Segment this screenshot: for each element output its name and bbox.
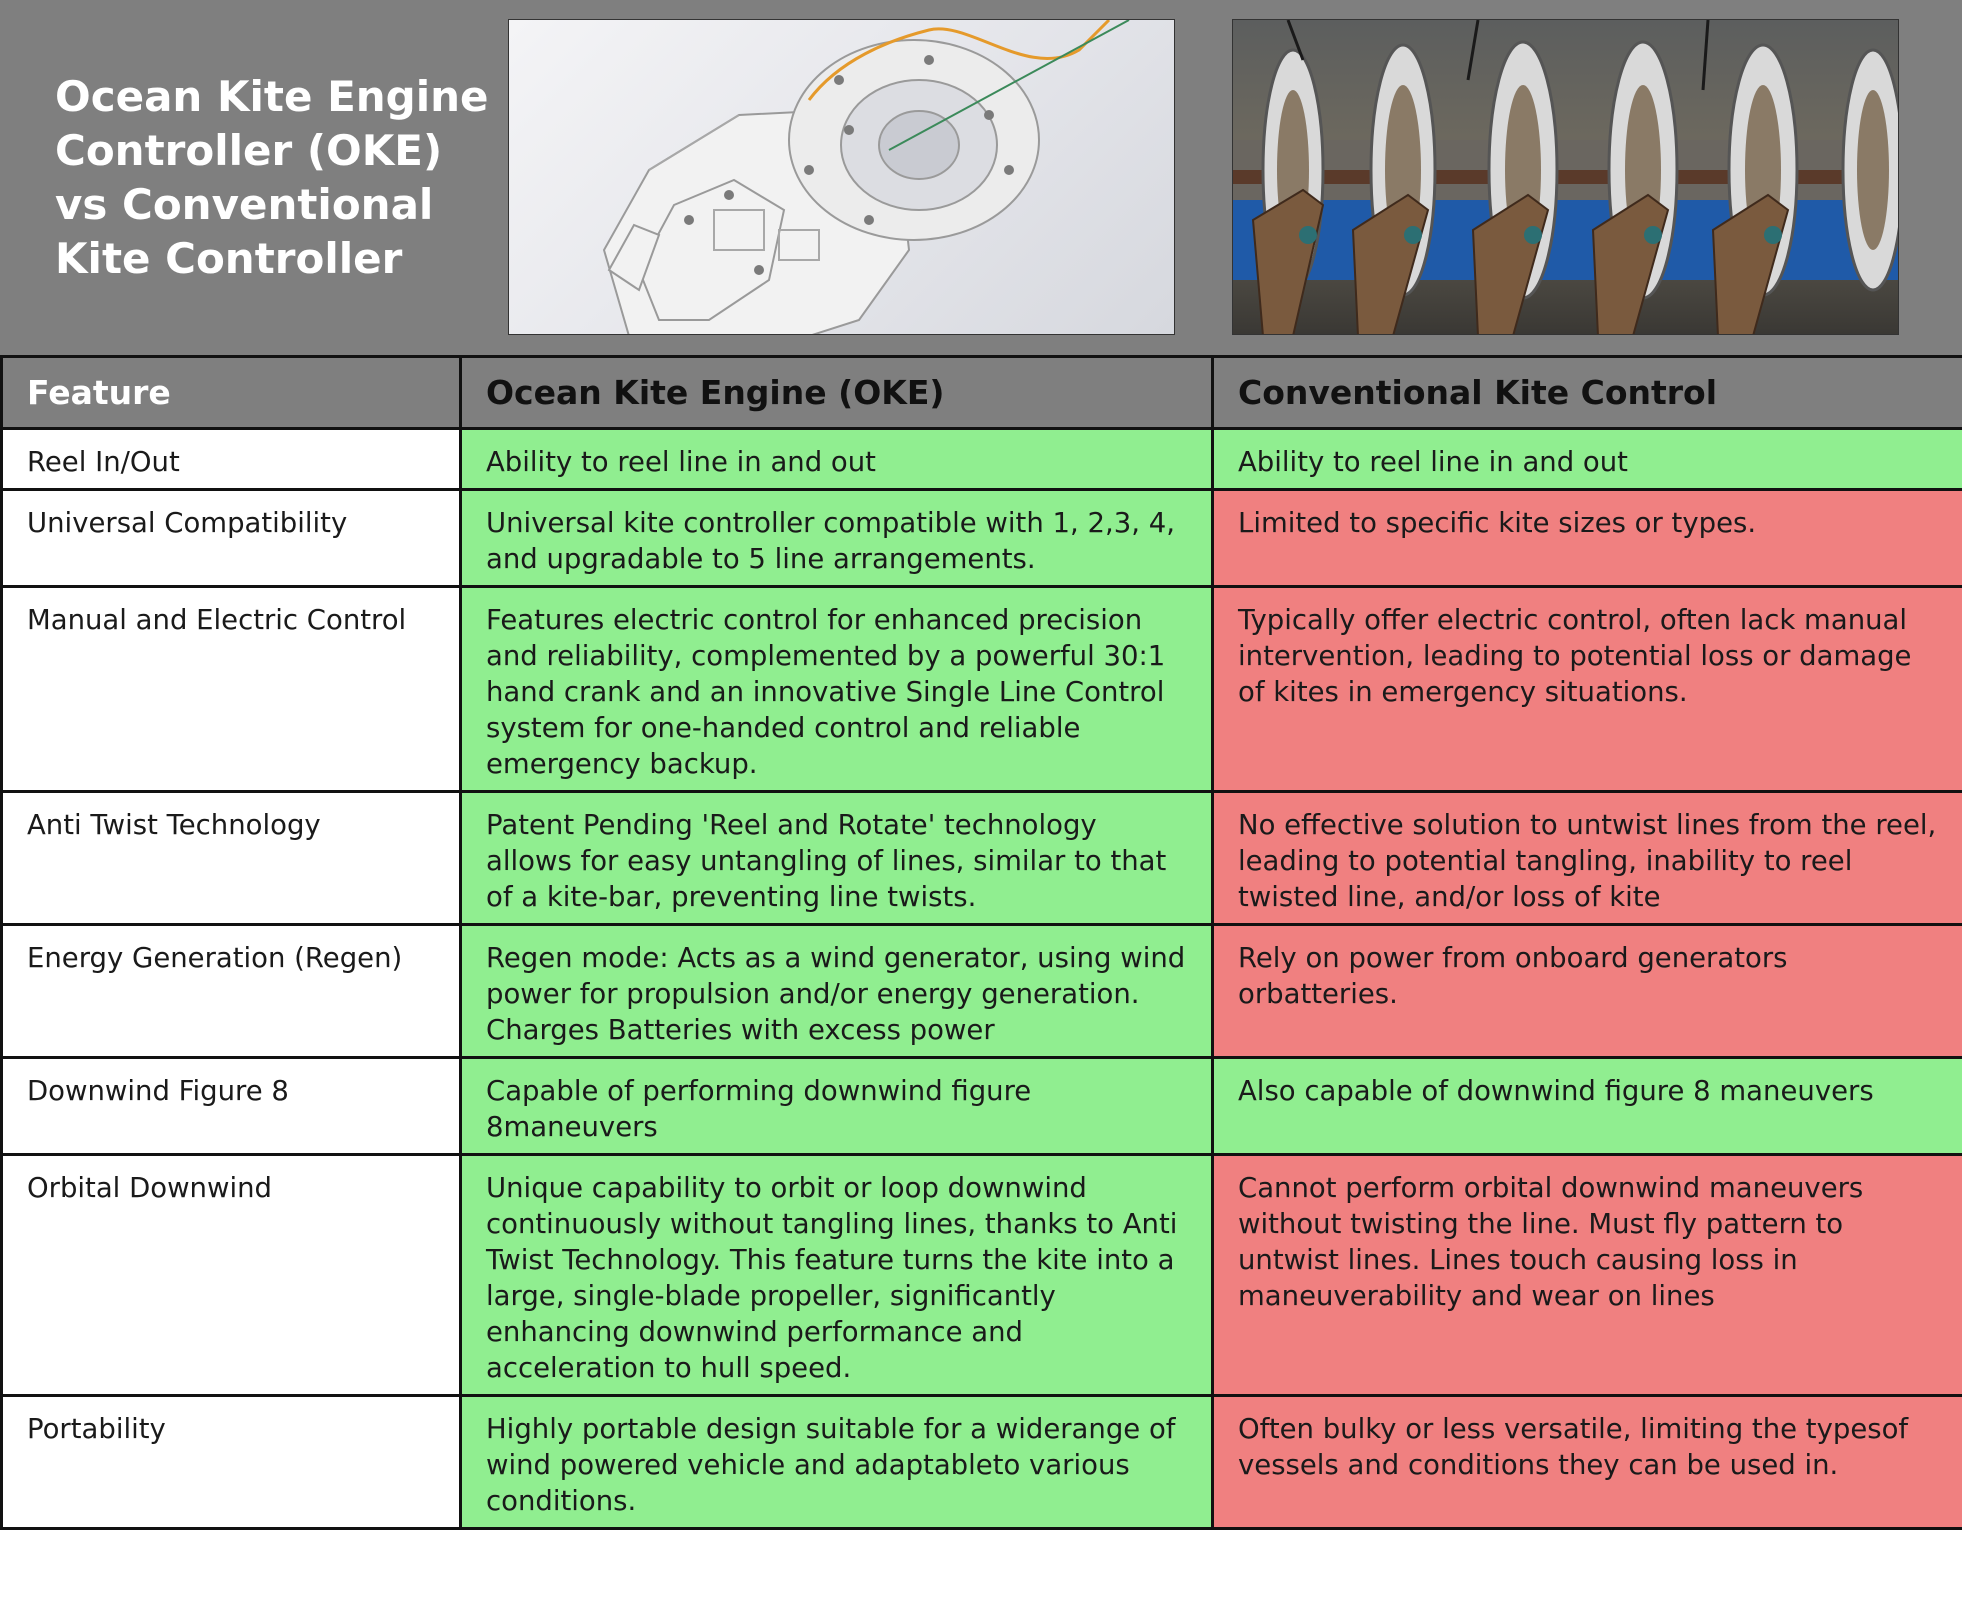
oke-render-illustration xyxy=(509,20,1175,335)
comparison-table xyxy=(0,355,1962,1530)
conventional-cell: Rely on power from onboard generators orbatteries. xyxy=(1213,925,1962,1058)
oke-cell: Features electric control for enhanced precision and reliability, complemented by a powerful 30:1 hand crank and an innovative Single Line Control system for one-handed control and reliable emergency backup. xyxy=(461,587,1213,792)
table-row xyxy=(2,792,1962,925)
feature-cell: Energy Generation (Regen) xyxy=(2,925,461,1058)
feature-cell: Reel In/Out xyxy=(2,429,461,490)
conventional-cell: No effective solution to untwist lines from the reel, leading to potential tangling, inability to reel twisted line, and/or loss of kite xyxy=(1213,792,1962,925)
table-row xyxy=(2,587,1962,792)
conventional-cell: Often bulky or less versatile, limiting the typesof vessels and conditions they can be used in. xyxy=(1213,1396,1962,1529)
conventional-cell: Cannot perform orbital downwind maneuvers without twisting the line. Must fly pattern to untwist lines. Lines touch causing loss in maneuverability and wear on lines xyxy=(1213,1155,1962,1396)
feature-cell: Portability xyxy=(2,1396,461,1529)
header-feature: Feature xyxy=(2,357,461,429)
feature-cell: Downwind Figure 8 xyxy=(2,1058,461,1155)
table-row xyxy=(2,1155,1962,1396)
table-row xyxy=(2,1058,1962,1155)
oke-cell: Ability to reel line in and out xyxy=(461,429,1213,490)
table-row xyxy=(2,1396,1962,1529)
header-conventional: Conventional Kite Control xyxy=(1213,357,1962,429)
table-row xyxy=(2,429,1962,490)
oke-cell: Capable of performing downwind figure 8maneuvers xyxy=(461,1058,1213,1155)
page-title: Ocean Kite Engine Controller (OKE) vs Conventional Kite Controller xyxy=(55,72,489,283)
oke-cell: Regen mode: Acts as a wind generator, using wind power for propulsion and/or energy generation. Charges Batteries with excess power xyxy=(461,925,1213,1058)
conventional-reels-illustration xyxy=(1233,20,1899,335)
conventional-cell: Limited to specific kite sizes or types. xyxy=(1213,490,1962,587)
header-oke: Ocean Kite Engine (OKE) xyxy=(461,357,1213,429)
feature-cell: Orbital Downwind xyxy=(2,1155,461,1396)
oke-render-image xyxy=(508,19,1175,335)
table-row xyxy=(2,490,1962,587)
oke-cell: Unique capability to orbit or loop downwind continuously without tangling lines, thanks to Anti Twist Technology. This feature turns the kite into a large, single-blade propeller, significantly enhancing downwind performance and acceleration to hull speed. xyxy=(461,1155,1213,1396)
feature-cell: Universal Compatibility xyxy=(2,490,461,587)
feature-cell: Anti Twist Technology xyxy=(2,792,461,925)
conventional-cell: Also capable of downwind figure 8 maneuvers xyxy=(1213,1058,1962,1155)
conventional-reels-image xyxy=(1232,19,1899,335)
oke-cell: Universal kite controller compatible with 1, 2,3, 4, and upgradable to 5 line arrangements. xyxy=(461,490,1213,587)
oke-cell: Highly portable design suitable for a widerange of wind powered vehicle and adaptableto various conditions. xyxy=(461,1396,1213,1529)
conventional-cell: Ability to reel line in and out xyxy=(1213,429,1962,490)
table-header-row xyxy=(2,357,1962,429)
oke-cell: Patent Pending 'Reel and Rotate' technology allows for easy untangling of lines, similar to that of a kite-bar, preventing line twists. xyxy=(461,792,1213,925)
feature-cell: Manual and Electric Control xyxy=(2,587,461,792)
table-row xyxy=(2,925,1962,1058)
header-banner xyxy=(0,0,1962,355)
conventional-cell: Typically offer electric control, often lack manual intervention, leading to potential loss or damage of kites in emergency situations. xyxy=(1213,587,1962,792)
